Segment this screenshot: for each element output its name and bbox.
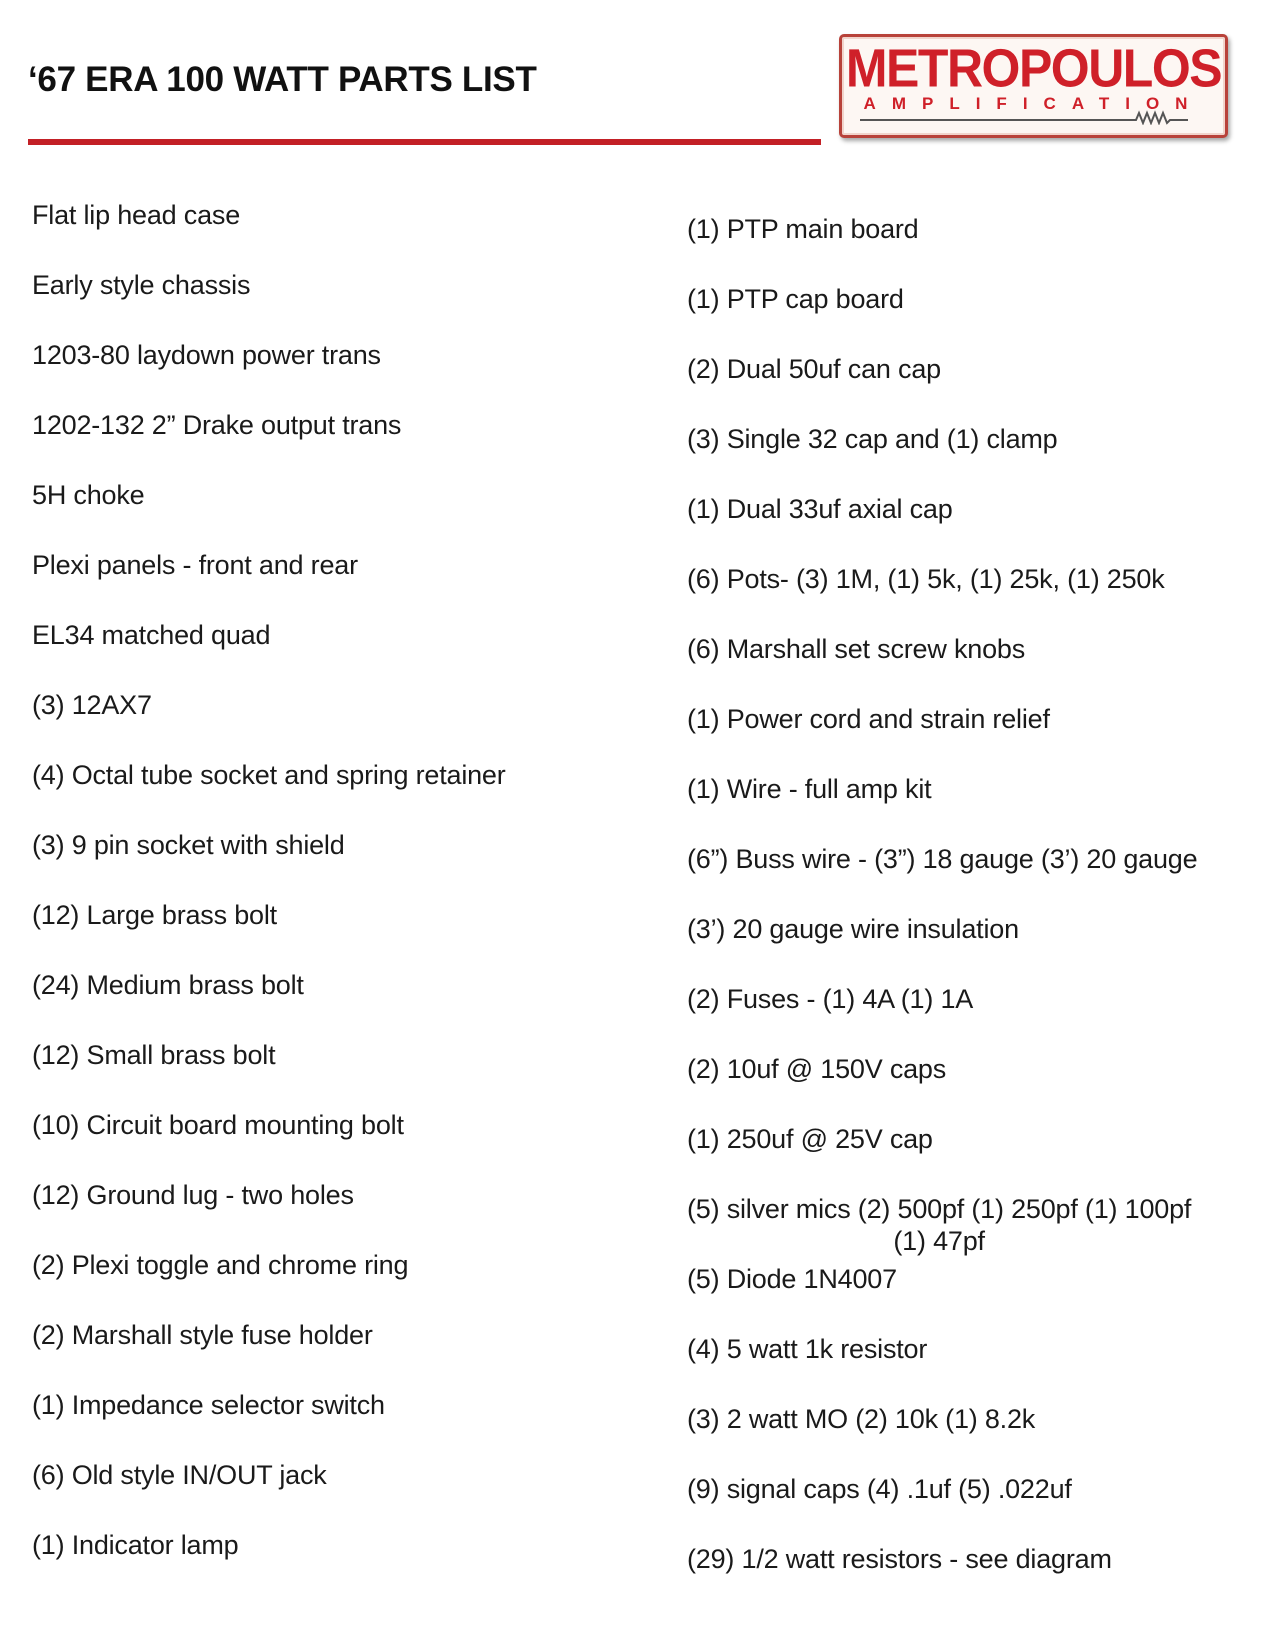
- list-item: (2) Fuses - (1) 4A (1) 1A: [687, 984, 974, 1014]
- list-item: (24) Medium brass bolt: [32, 970, 304, 1000]
- list-item: 1203-80 laydown power trans: [32, 340, 381, 370]
- list-item: (9) signal caps (4) .1uf (5) .022uf: [687, 1474, 1072, 1504]
- list-item: (3) 2 watt MO (2) 10k (1) 8.2k: [687, 1404, 1036, 1434]
- list-item: (2) Dual 50uf can cap: [687, 354, 941, 384]
- company-logo: [839, 34, 1228, 138]
- list-item: 1202-132 2” Drake output trans: [32, 410, 402, 440]
- list-item-wrapped: [687, 1193, 1191, 1257]
- list-item: (4) 5 watt 1k resistor: [687, 1334, 928, 1364]
- list-item: (1) PTP main board: [687, 214, 919, 244]
- list-item-text: (5) silver mics (2) 500pf (1) 250pf (1) 100pf: [687, 1194, 1192, 1224]
- list-item: (1) Indicator lamp: [32, 1530, 239, 1560]
- list-item: (1) Power cord and strain relief: [687, 704, 1050, 734]
- list-item: Flat lip head case: [32, 200, 241, 230]
- list-item: EL34 matched quad: [32, 620, 271, 650]
- list-item: (2) 10uf @ 150V caps: [687, 1054, 947, 1084]
- list-item: (6) Old style IN/OUT jack: [32, 1460, 327, 1490]
- list-item: (10) Circuit board mounting bolt: [32, 1110, 404, 1140]
- list-item: (12) Small brass bolt: [32, 1040, 276, 1070]
- list-item: (1) 250uf @ 25V cap: [687, 1124, 933, 1154]
- resistor-squiggle-icon: [1128, 109, 1188, 125]
- list-item: (3) Single 32 cap and (1) clamp: [687, 424, 1058, 454]
- list-item: Early style chassis: [32, 270, 251, 300]
- list-item: (2) Marshall style fuse holder: [32, 1320, 373, 1350]
- logo-underline: [860, 119, 1130, 121]
- list-item: (12) Ground lug - two holes: [32, 1180, 354, 1210]
- list-item: (3) 12AX7: [32, 690, 152, 720]
- list-item: (6”) Buss wire - (3”) 18 gauge (3’) 20 gauge: [687, 844, 1198, 874]
- list-item: (6) Marshall set screw knobs: [687, 634, 1026, 664]
- list-item: (1) PTP cap board: [687, 284, 904, 314]
- title-divider: [28, 139, 821, 145]
- list-item: Plexi panels - front and rear: [32, 550, 358, 580]
- list-item: (3’) 20 gauge wire insulation: [687, 914, 1019, 944]
- list-item-continuation: (1) 47pf: [893, 1226, 985, 1256]
- list-item: (5) Diode 1N4007: [687, 1264, 897, 1294]
- list-item: (1) Wire - full amp kit: [687, 774, 932, 804]
- logo-subtitle: AMPLIFICATION: [863, 94, 1204, 113]
- list-item: (12) Large brass bolt: [32, 900, 277, 930]
- list-item: (2) Plexi toggle and chrome ring: [32, 1250, 409, 1280]
- list-item: (3) 9 pin socket with shield: [32, 830, 345, 860]
- logo-name: METROPOULOS: [845, 37, 1222, 99]
- page-title: ‘67 ERA 100 WATT PARTS LIST: [28, 60, 537, 99]
- list-item: (4) Octal tube socket and spring retainer: [32, 760, 506, 790]
- list-item: 5H choke: [32, 480, 145, 510]
- list-item: (1) Impedance selector switch: [32, 1390, 385, 1420]
- list-item: (1) Dual 33uf axial cap: [687, 494, 953, 524]
- list-item: (6) Pots- (3) 1M, (1) 5k, (1) 25k, (1) 250k: [687, 564, 1165, 594]
- list-item: (29) 1/2 watt resistors - see diagram: [687, 1544, 1112, 1574]
